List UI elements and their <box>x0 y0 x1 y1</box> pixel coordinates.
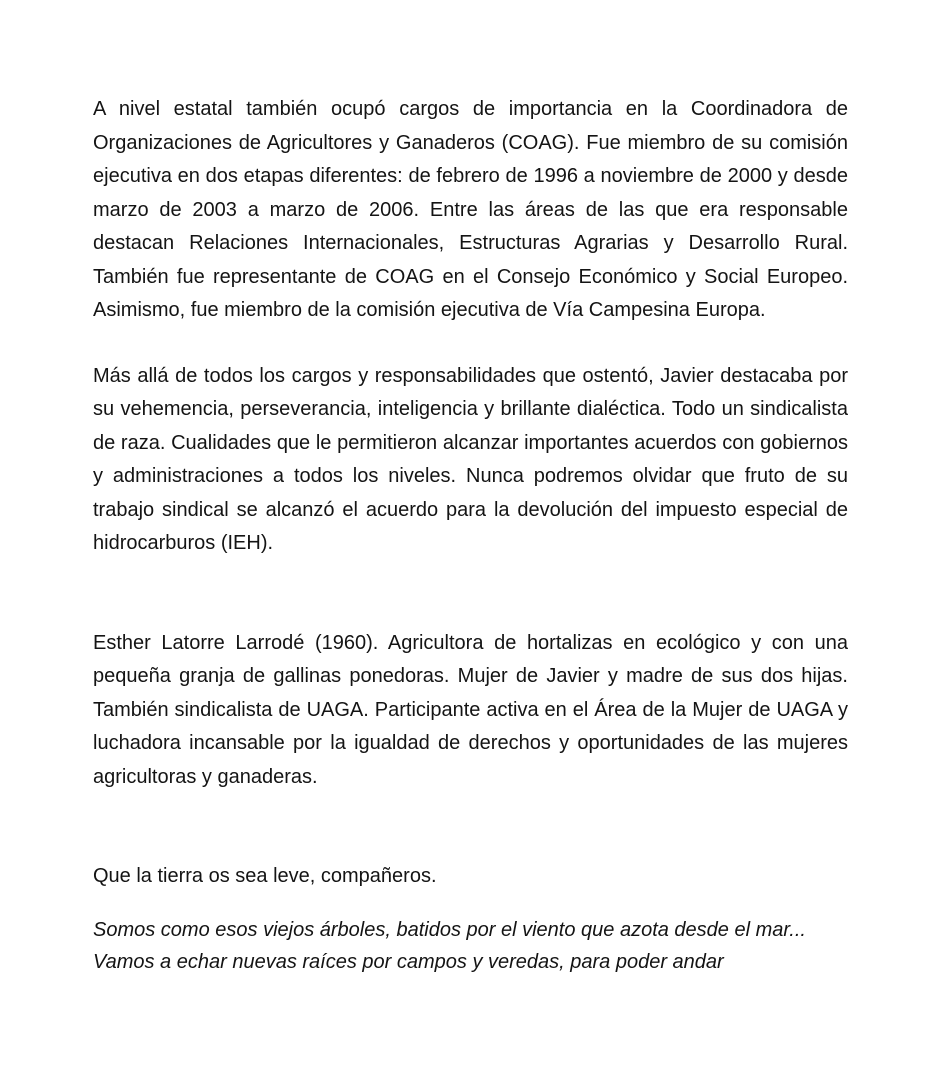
document-body <box>93 93 848 978</box>
quote-line: Somos como esos viejos árboles, batidos por el viento que azota desde el mar... <box>93 918 806 941</box>
closing-quote <box>93 914 848 978</box>
quote-line: Vamos a echar nuevas raíces por campos y veredas, para poder andar <box>93 950 724 973</box>
paragraph-coag: A nivel estatal también ocupó cargos de importancia en la Coordinadora de Organizaciones de Agricultores y Ganaderos (COAG). Fue miembro de su comisión ejecutiva en dos etapas diferentes: de febrero de 1996 a noviembre de 2000 y desde marzo de 2003 a marzo de 2006. Entre las áreas de las que era responsable destacan Relaciones Internacionales, Estructuras Agrarias y Desarrollo Rural. También fue representante de COAG en el Consejo Económico y Social Europeo. Asimismo, fue miembro de la comisión ejecutiva de Vía Campesina Europa. <box>93 98 848 321</box>
paragraph-farewell: Que la tierra os sea leve, compañeros. <box>93 865 437 887</box>
paragraph-javier-qualities: Más allá de todos los cargos y responsabilidades que ostentó, Javier destacaba por su vehemencia, perseverancia, inteligencia y brillante dialéctica. Todo un sindicalista de raza. Cualidades que le permitieron alcanzar importantes acuerdos con gobiernos y administraciones a todos los niveles. Nunca podremos olvidar que fruto de su trabajo sindical se alcanzó el acuerdo para la devolución del impuesto especial de hidrocarburos (IEH). <box>93 364 848 554</box>
paragraph-esther-latorre: Esther Latorre Larrodé (1960). Agricultora de hortalizas en ecológico y con una pequeña granja de gallinas ponedoras. Mujer de Javier y madre de sus dos hijas. También sindicalista de UAGA. Participante activa en el Área de la Mujer de UAGA y luchadora incansable por la igualdad de derechos y oportunidades de las mujeres agricultoras y ganaderas. <box>93 631 848 788</box>
